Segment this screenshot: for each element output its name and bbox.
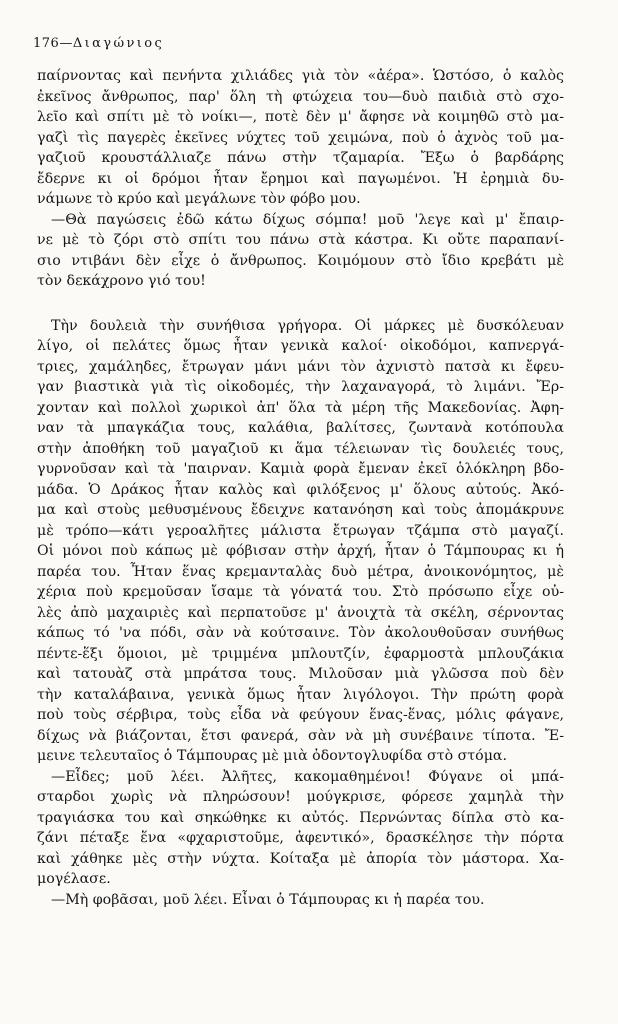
text-line: παρέα του. Ἦταν ἕνας κρεμανταλὰς δυὸ μέτρα, ἀνοικονόμητος, μὲ (37, 563, 564, 580)
text-line: λεῖο καὶ σπίτι μὲ τὸ νοίκι—, ποτὲ δὲν μ' ἄφησε νὰ κοιμηθῶ στὸ μα- (37, 109, 564, 125)
text-line: ναν τὰ μπαγκάζια τους, καλάθια, βαλίτσες, ζωντανὰ κοτόπουλα (37, 420, 564, 436)
text-line: τὴν καταλάβαινα, γενικὰ ὅμως ἦταν λιγόλογοι. Τὴν πρώτη φορὰ (37, 686, 564, 703)
text-line: λίγο, οἱ πελάτες ὅμως ἦταν γενικὰ καλοί· οἰκοδόμοι, καπνεργά- (37, 338, 564, 354)
text-line: στὴν ἀποθήκη τοῦ μαγαζιοῦ κι ἅμα τέλειωναν τὶς δουλειές τους, (37, 440, 564, 457)
text-line: ζάνι πέταξε ἕνα «φχαριστοῦμε, ἀφεντικό», δρασκέλησε τὴν πόρτα (37, 830, 564, 846)
paragraph (37, 890, 564, 911)
body-text (37, 66, 564, 910)
text-line: τὸν δεκάχρονο γιό του! (37, 273, 206, 289)
text-line: παίρνοντας καὶ πενήντα χιλιάδες γιὰ τὸν «ἀέρα». Ὡστόσο, ὁ καλὸς (37, 68, 564, 84)
text-line: νε μὲ τὸ ζόρι στὸ σπίτι του πάνω στὰ κάστρα. Κι οὔτε παραπανί- (37, 232, 564, 248)
text-line: τραγιάσκα του καὶ σηκώθηκε κι αὐτός. Περνώντας δίπλα στὸ κα- (37, 809, 564, 826)
text-line: μὲ τρόπο—κάτι γεροαλῆτες μάλιστα ἔτρωγαν τζάμπα στὸ μαγαζί. (37, 522, 564, 539)
text-line: —Μὴ φοβᾶσαι, μοῦ λέει. Εἶναι ὁ Τάμπουρας κι ἡ παρέα του. (51, 891, 485, 908)
running-head-title: Διαγώνιος (72, 36, 165, 51)
text-line: γαν βιαστικὰ γιὰ τὶς οἰκοδομές, τὴν λαχαναγορά, τὸ λιμάνι. Ἔρ- (37, 379, 564, 395)
text-line: χονταν καὶ πολλοὶ χωρικοὶ ἀπ' ὅλα τὰ μέρη τῆς Μακεδονίας. Ἀφη- (37, 399, 564, 416)
text-line: Τὴν δουλειὰ τὴν συνήθισα γρήγορα. Οἱ μάρκες μὲ δυσκόλευαν (51, 317, 564, 334)
text-line: μάδα. Ὁ Δράκος ἦταν καλὸς καὶ φιλόξενος μ' ὅλους αὐτούς. Ἀκό- (37, 481, 564, 498)
text-line: γαζιοῦ κρουστάλλιαζε πάνω στὴν τζαμαρία. Ἔξω ὁ βαρδάρης (37, 150, 564, 166)
text-line: καὶ χάθηκε μὲς στὴν νύχτα. Κοίταξα μὲ ἀπορία τὸν μάστορα. Χα- (37, 850, 564, 867)
paragraph (37, 767, 564, 890)
page-number: 176 (33, 36, 60, 51)
text-line: σταρδοι χωρὶς νὰ πληρώσουν! μούγκρισε, φόρεσε χαμηλὰ τὴν (37, 789, 564, 805)
running-head (33, 36, 164, 51)
text-line: καὶ τατουὰζ στὰ μπράτσα τους. Μιλοῦσαν μιὰ γλῶσσα ποὺ δὲν (37, 666, 564, 682)
paragraph (37, 66, 564, 210)
text-line: μα καὶ στοὺς μεθυσμένους ἔδειχνε κατανόηση καὶ τοὺς ἀπομάκρυνε (37, 502, 564, 518)
text-line: ποὺ τοὺς σέρβιρα, τοὺς εἶδα νὰ φεύγουν ἕνας-ἕνας, μόλις φάγανε, (37, 707, 564, 723)
text-line: γαζὶ τὶς παγερὲς ἐκεῖνες νύχτες τοῦ χειμώνα, ποὺ ὁ ἀχνὸς τοῦ μα- (37, 129, 564, 146)
paragraph-gap (37, 292, 564, 316)
text-line: τριες, χαμάληδες, ἔτρωγαν μάνι μάνι τὸν ἀχνιστὸ πατσὰ κι ἔφευ- (37, 358, 564, 375)
text-line: λὲς ἀπὸ μαχαιριὲς καὶ περπατοῦσε μ' ἀνοιχτὰ τὰ σκέλη, σέρνοντας (37, 604, 564, 621)
text-line: δίχως νὰ βιάζονται, ἔτσι φανερά, σὰν νὰ μὴ συνέβαινε τίποτα. Ἔ- (37, 727, 564, 744)
text-line: ἔδερνε κι οἱ δρόμοι ἦταν ἔρημοι καὶ παγωμένοι. Ἡ ἐρημιὰ δυ- (37, 170, 564, 187)
paragraph (37, 210, 564, 292)
text-line: Οἱ μόνοι ποὺ κάπως μὲ φόβισαν στὴν ἀρχή, ἦταν ὁ Τάμπουρας κι ἡ (37, 543, 564, 559)
text-line: χέρια ποὺ κρεμοῦσαν ἴσαμε τὰ γόνατά του. Στὸ πρόσωπο εἶχε οὐ- (37, 584, 564, 600)
text-line: γυρνοῦσαν καὶ τὰ 'παιρναν. Καμιὰ φορὰ ἔμεναν ἐκεῖ ὁλόκληρη βδο- (37, 461, 564, 477)
text-line: —Θὰ παγώσεις ἐδῶ κάτω δίχως σόμπα! μοῦ 'λεγε καὶ μ' ἔπαιρ- (51, 211, 564, 228)
text-line: μεινε τελευταῖος ὁ Τάμπουρας μὲ μιὰ ὀδοντογλυφίδα στὸ στόμα. (37, 748, 508, 764)
text-line: ἐκεῖνος ἄνθρωπος, παρ' ὅλη τὴ φτώχεια του—δυὸ παιδιὰ στὸ σχο- (37, 88, 564, 105)
text-line: —Εἶδες; μοῦ λέει. Ἀλῆτες, κακομαθημένοι! Φύγανε οἱ μπά- (51, 768, 564, 785)
paragraph (37, 316, 564, 767)
text-line: πέντε-ἕξι ὅμοιοι, μὲ τριμμένα μπλουτζίν, ἐφαρμοστὰ μπλουζάκια (37, 645, 564, 662)
text-line: νάμωνε τὸ κρύο καὶ μεγάλωνε τὸν φόβο μου. (37, 191, 361, 207)
text-line: μογέλασε. (37, 871, 111, 887)
text-line: σιο ντιβάνι δὲν εἶχε ὁ ἄνθρωπος. Κοιμόμουν στὸ ἴδιο κρεβάτι μὲ (37, 252, 564, 269)
text-line: κάπως τό 'να πόδι, σὰν νὰ κούτσαινε. Τὸν ἀκολουθοῦσαν συνήθως (37, 625, 564, 641)
running-head-separator: — (59, 36, 73, 51)
